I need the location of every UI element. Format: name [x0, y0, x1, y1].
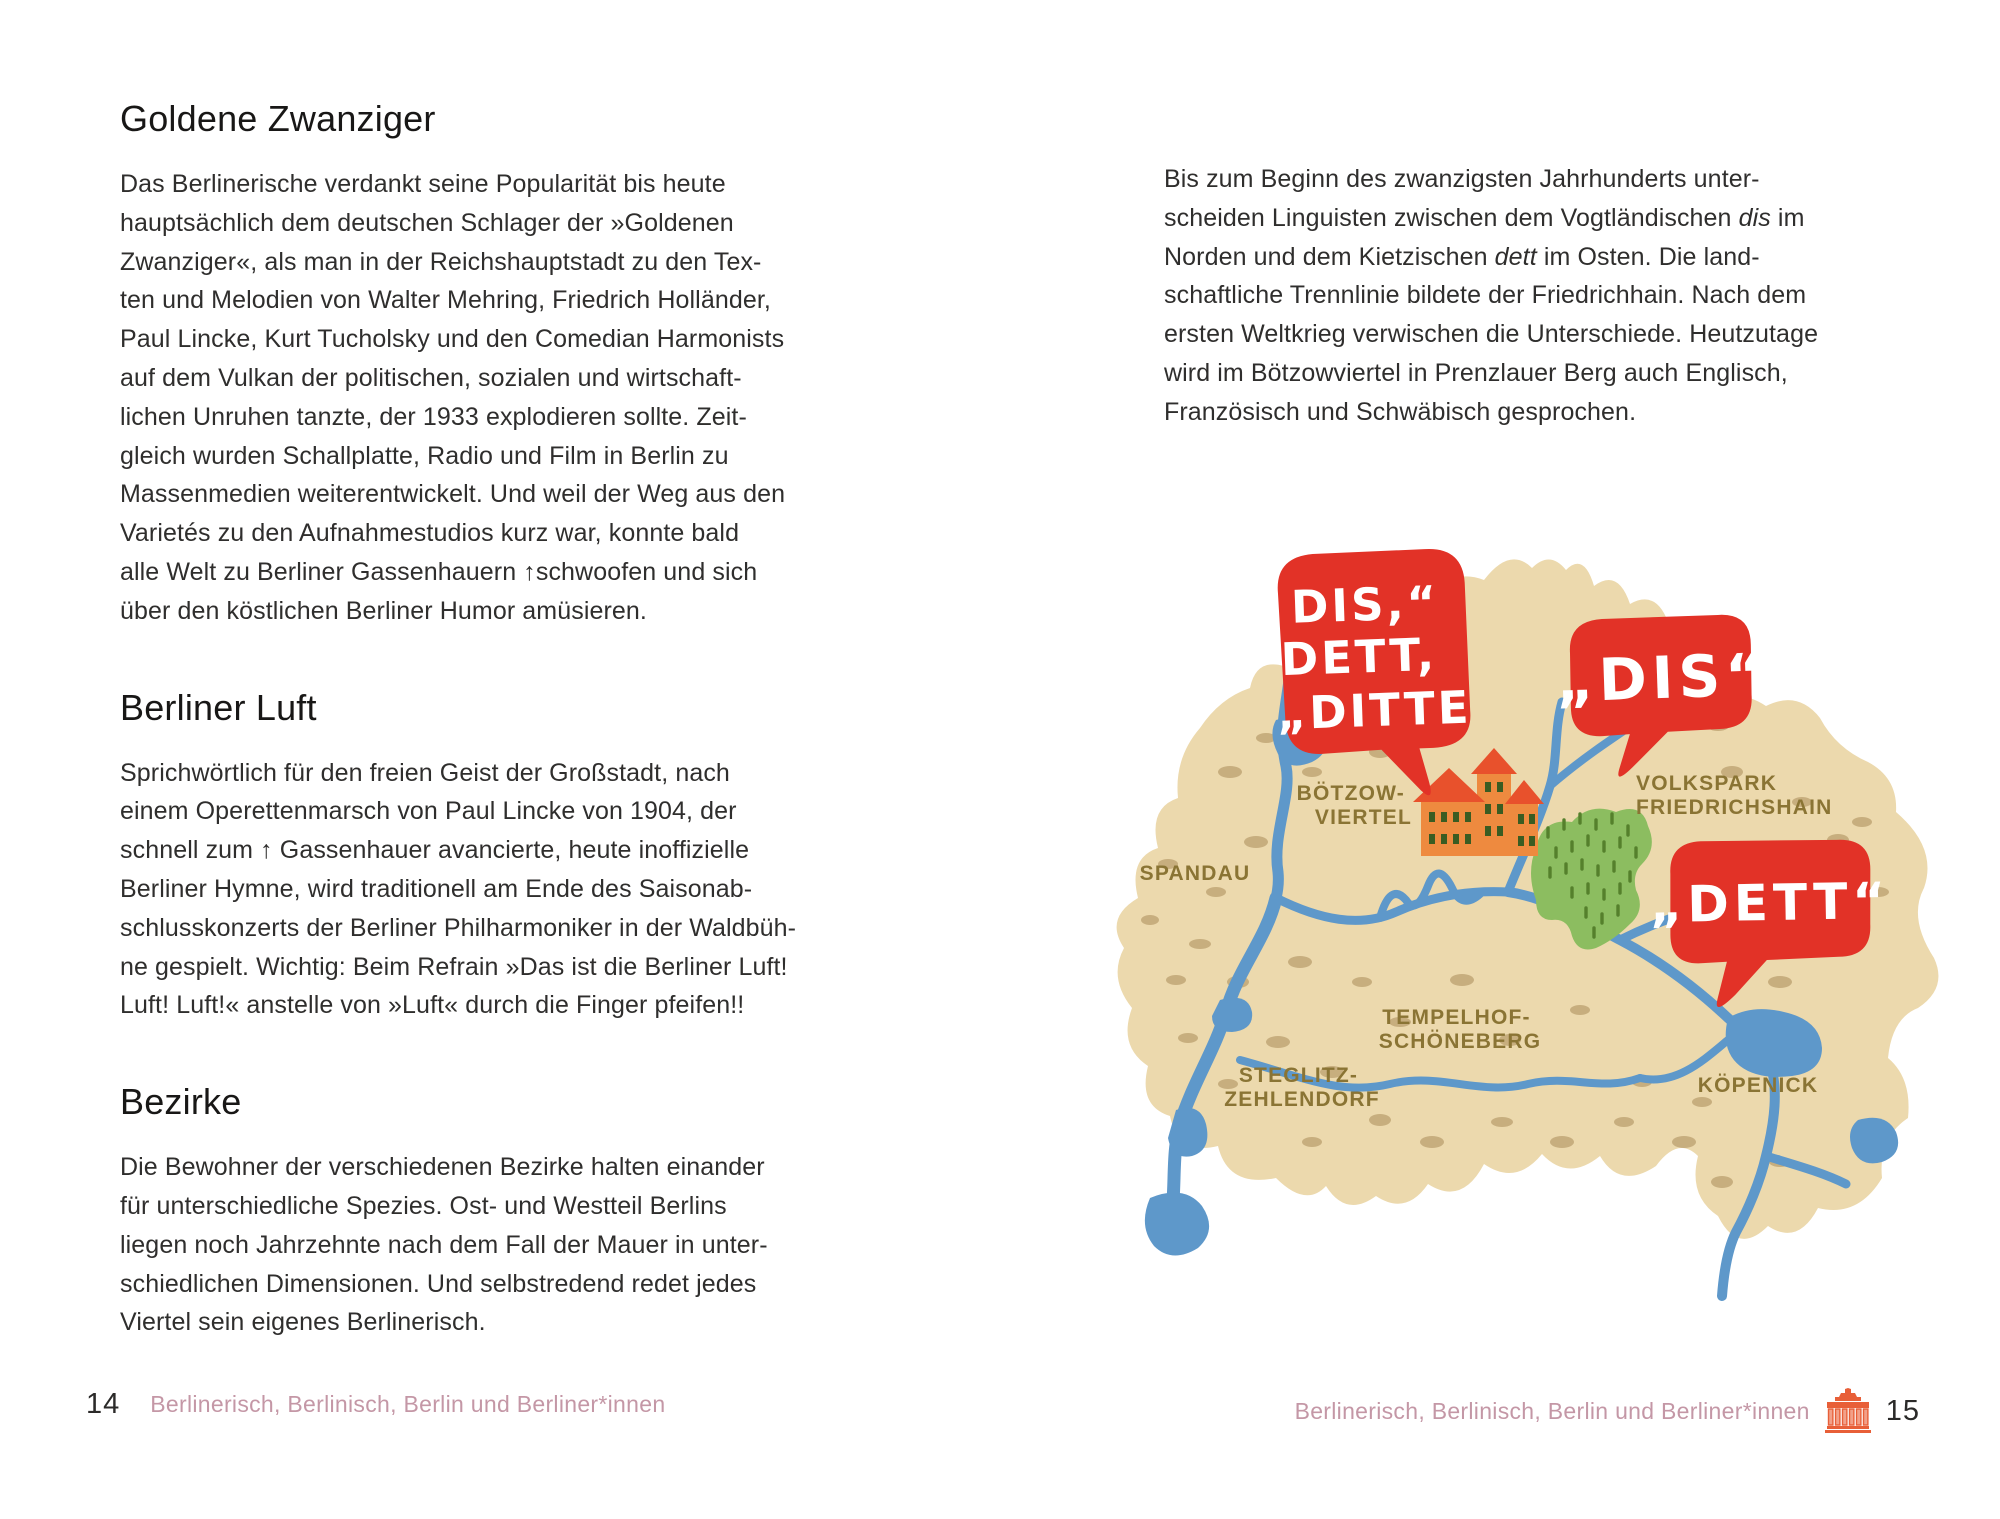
page-number: 14 — [86, 1388, 121, 1420]
running-title: Berlinerisch, Berlinisch, Berlin und Berliner*innen — [1294, 1397, 1810, 1424]
running-title: Berlinerisch, Berlinisch, Berlin und Berliner*innen — [150, 1391, 666, 1417]
svg-text:DIS,“ DETT, „D: DIS,“ DETT, „DITTE — [1275, 575, 1473, 741]
continuation-paragraph: Bis zum Beginn des zwanzigsten Jahrhunderts unter- scheiden Linguisten zwischen dem Vogtländischen dis im Norden und dem Kietzischen dett im Osten. Die land- schaftliche Trennlinie bildete der Friedrichhain. Nach dem ersten Weltkrieg verwischen die Unterschiede. Heutzutage wird im Bötzowviertel in Prenzlauer Berg auch Englisch, Französisch und Schwäbisch gesprochen. — [1164, 165, 1819, 426]
label-boetzowviertel: BÖTZOW- VIERTEL — [1296, 782, 1412, 829]
section-heading: Bezirke — [120, 1081, 242, 1123]
berlin-map-illustration — [1080, 420, 1970, 1320]
page-number: 15 — [1885, 1394, 1920, 1427]
svg-text:„DETT“: „DETT“ — [1649, 871, 1891, 935]
svg-text:„DIS“: „DIS“ — [1554, 640, 1770, 716]
label-volkspark-friedrichshain: VOLKSPARK FRIEDRICHSHAIN — [1636, 772, 1833, 819]
section-berliner-luft — [120, 687, 865, 1026]
section-heading: Berliner Luft — [120, 686, 317, 728]
section-body: Sprichwörtlich für den freien Geist der Großstadt, nach einem Operettenmarsch von Paul Lincke von 1904, der schnell zum ↑ Gassenhauer avancierte, heute inoffizielle Berliner Hymne, wird traditionell am Ende des Saisonab- schlusskonzerts der Berliner Philharmoniker in der Waldbüh- ne gespielt. Wichtig: Beim Refrain »Das ist die Berliner Luft! Luft! Luft!« anstelle von »Luft« durch die Finger pfeifen!! — [120, 758, 797, 1020]
section-body: Das Berlinerische verdankt seine Popularität bis heute hauptsächlich dem deutschen Schlager der »Goldenen Zwanziger«, als man in der Reichshauptstadt zu den Tex- ten und Melodien von Walter Mehring, Friedrich Holländer, Paul Lincke, Kurt Tucholsky und den Comedian Harmonists auf dem Vulkan der politischen, sozialen und wirtschaft- lichen Unruhen tanzte, der 1933 explodieren sollte. Zeit- gleich wurden Schallplatte, Radio und Film in Berlin zu Massenmedien weiterentwickelt. Und weil der Weg aus den Varietés zu den Aufnahmestudios kurz war, konnte bald alle Welt zu Berliner Gassenhauern ↑schwoofen und sich über den köstlichen Berliner Humor amüsieren. — [120, 170, 786, 625]
section-bezirke — [120, 1081, 865, 1342]
section-body: Die Bewohner der verschiedenen Bezirke halten einander für unterschiedliche Spezies. Ost- und Westteil Berlins liegen noch Jahrzehnte nach dem Fall der Mauer in unter- schiedlichen Dimensionen. Und selbstredend redet jedes Viertel sein eigenes Berlinerisch. — [120, 1153, 768, 1337]
right-page-footer — [1295, 1388, 1920, 1434]
label-steglitz-zehlendorf: STEGLITZ- ZEHLENDORF — [1224, 1064, 1380, 1111]
label-koepenick: KÖPENICK — [1697, 1074, 1819, 1097]
section-goldene-zwanziger — [120, 98, 865, 631]
label-spandau: SPANDAU — [1139, 862, 1251, 885]
left-page-footer — [86, 1388, 665, 1421]
brandenburg-gate-icon — [1823, 1388, 1873, 1434]
left-page-column — [120, 98, 865, 1398]
section-heading: Goldene Zwanziger — [120, 98, 436, 139]
label-tempelhof-schoeneberg: TEMPELHOF- SCHÖNEBERG — [1378, 1006, 1542, 1053]
